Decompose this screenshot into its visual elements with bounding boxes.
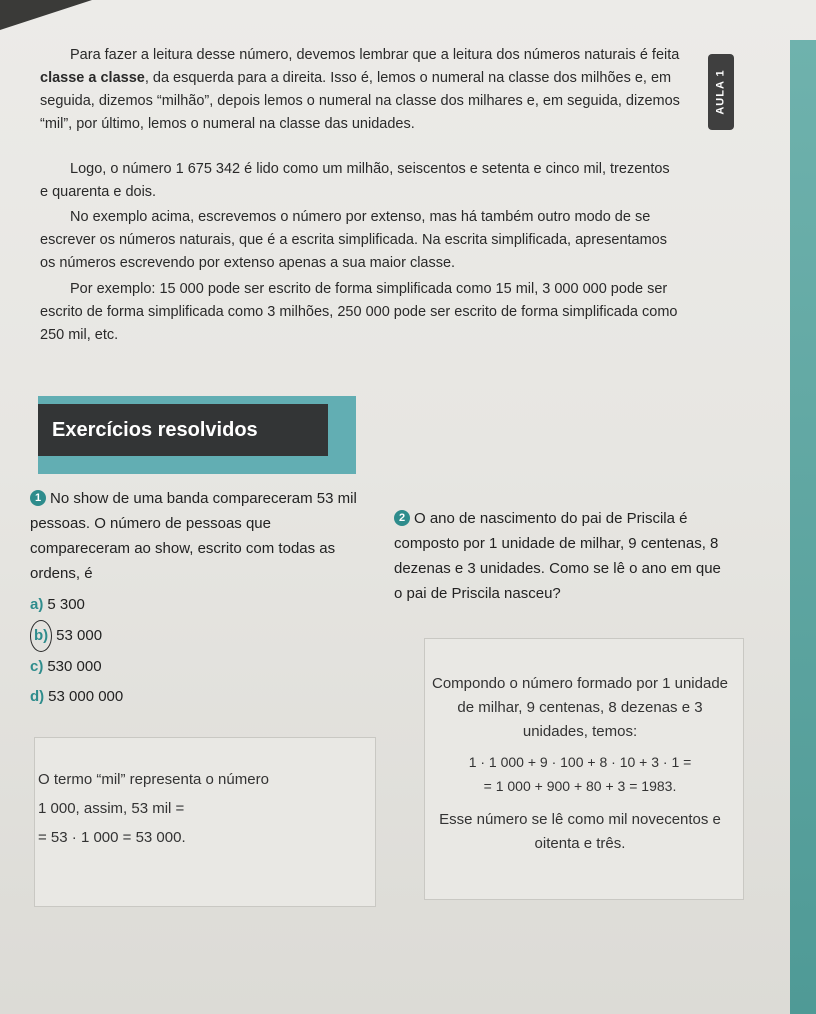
answer-2-intro: Compondo o número formado por 1 unidade de milhar, 9 centenas, 8 dezenas e 3 unidades, temos: bbox=[431, 675, 729, 740]
option-c[interactable]: c) 530 000 bbox=[30, 658, 102, 675]
answer-1-line-1: O termo “mil” representa o número bbox=[38, 771, 269, 788]
lesson-tab bbox=[708, 54, 734, 130]
question-1 bbox=[30, 486, 375, 712]
paragraph-1-bold: classe a classe bbox=[40, 70, 145, 86]
answer-1-text bbox=[38, 765, 368, 852]
page-edge-strip bbox=[790, 40, 816, 1014]
paragraph-example bbox=[40, 158, 680, 204]
option-d[interactable]: d) 53 000 000 bbox=[30, 688, 124, 705]
paragraph-reading bbox=[40, 44, 680, 136]
answer-2-text bbox=[430, 672, 730, 856]
question-number-badge: 1 bbox=[30, 490, 46, 506]
paragraph-3: No exemplo acima, escrevemos o número por extenso, mas há também outro modo de se escrever os números naturais, que é a escrita simplificada. Na escrita simplificada, apresentamos os números escrevendo por extenso apenas a sua maior classe. bbox=[40, 209, 667, 271]
question-2 bbox=[394, 506, 724, 606]
answer-options bbox=[30, 590, 375, 712]
question-2-text: O ano de nascimento do pai de Priscila é composto por 1 unidade de milhar, 9 centenas, 8 dezenas e 3 unidades. Como se lê o ano em que o pai de Priscila nasceu? bbox=[394, 510, 721, 602]
section-title: Exercícios resolvidos bbox=[52, 418, 258, 441]
question-1-text: No show de uma banda compareceram 53 mil pessoas. O número de pessoas que compareceram ao show, escrito com todas as ordens, é bbox=[30, 490, 357, 582]
option-b-selected[interactable]: b) 53 000 bbox=[30, 620, 375, 652]
paragraph-1-start: Para fazer a leitura desse número, devemos lembrar que a leitura dos números naturais é feita bbox=[70, 47, 680, 63]
lesson-tab-label: AULA 1 bbox=[715, 69, 728, 115]
paragraph-1-end: , da esquerda para a direita. Isso é, lemos o numeral na classe dos milhões e, em seguida, dizemos “milhão”, depois lemos o numeral na classe dos milhares e, em seguida, dizemos “mil”, por último, lemos o numeral na classe das unidades. bbox=[40, 70, 680, 132]
paragraph-examples bbox=[40, 278, 680, 347]
answer-2-calc-1: 1 · 1 000 + 9 · 100 + 8 · 10 + 3 · 1 = bbox=[468, 754, 692, 770]
answer-2-conclusion: Esse número se lê como mil novecentos e oitenta e três. bbox=[439, 811, 721, 852]
question-number-badge: 2 bbox=[394, 510, 410, 526]
answer-1-line-2: 1 000, assim, 53 mil = bbox=[38, 800, 185, 817]
option-a[interactable]: a) 5 300 bbox=[30, 596, 85, 613]
answer-2-calc-2: = 1 000 + 900 + 80 + 3 = 1983. bbox=[483, 778, 677, 794]
paragraph-4: Por exemplo: 15 000 pode ser escrito de forma simplificada como 15 mil, 3 000 000 pode ser escrito de forma simplificada como 3 milhões, 250 000 pode ser escrito de forma simplificada como 250 mil, etc. bbox=[40, 281, 678, 343]
paragraph-simplified bbox=[40, 206, 680, 275]
section-banner bbox=[38, 404, 328, 456]
paragraph-2: Logo, o número 1 675 342 é lido como um milhão, seiscentos e setenta e cinco mil, trezentos e quarenta e dois. bbox=[40, 161, 670, 200]
answer-1-line-3: = 53 · 1 000 = 53 000. bbox=[38, 829, 186, 846]
